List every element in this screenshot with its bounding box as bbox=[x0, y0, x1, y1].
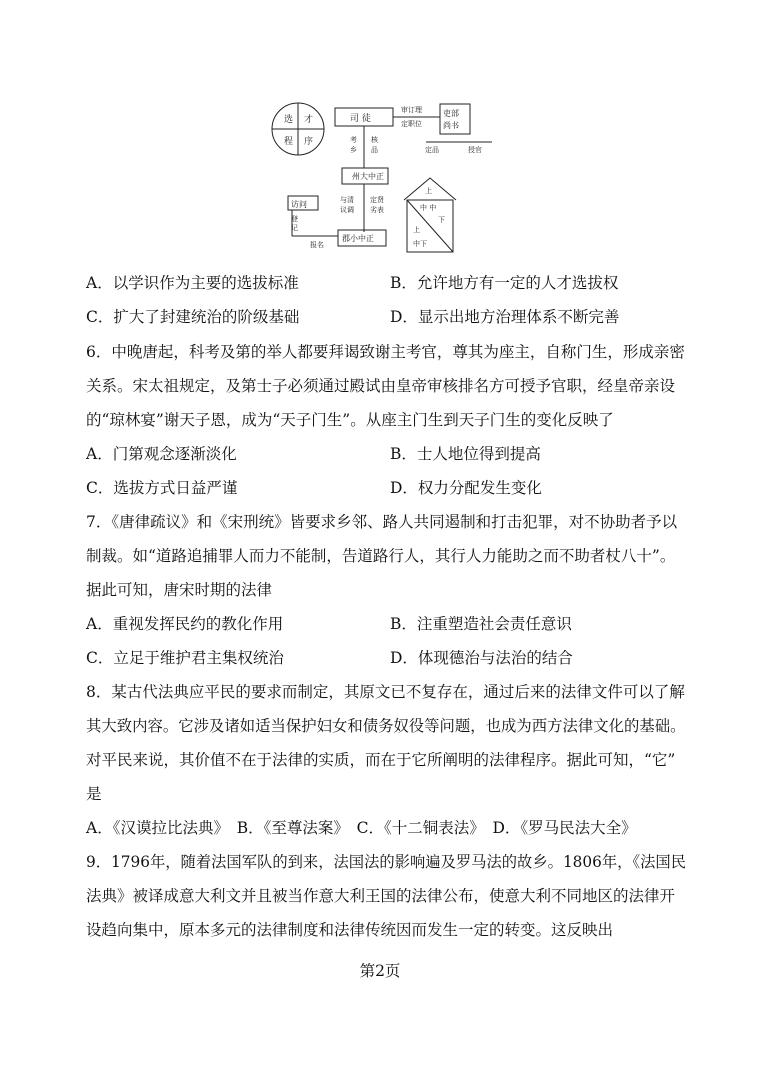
kaoxiang-label: 考 bbox=[350, 136, 357, 144]
circle-char: 才 bbox=[304, 115, 314, 125]
triangle-label: 中 中 bbox=[420, 204, 437, 212]
q7-option-b[interactable]: B．注重塑造社会责任意识 bbox=[390, 615, 572, 633]
page-number: 第2页 bbox=[359, 962, 401, 980]
q6-option-a[interactable]: A．门第观念逐渐淡化 bbox=[86, 445, 237, 463]
q7-option-a[interactable]: A．重视发挥民约的教化作用 bbox=[86, 615, 284, 633]
q6-option-b[interactable]: B．士人地位得到提高 bbox=[390, 445, 541, 463]
q8-stem-line: 对平民来说，其价值不在于法律的实质，而在于它所阐明的法律程序。据此可知，“它” bbox=[86, 751, 676, 769]
q5-option-d[interactable]: D．显示出地方治理体系不断完善 bbox=[390, 308, 620, 326]
q6-stem-line: 的“琼林宴”谢天子恩，成为“天子门生”。从座主门生到天子门生的变化反映了 bbox=[86, 411, 614, 429]
dingxian-label: 定贤 bbox=[370, 196, 384, 204]
yuqing-label: 议调 bbox=[340, 206, 354, 214]
circle-char: 程 bbox=[284, 137, 294, 147]
libu-label: 尚书 bbox=[443, 121, 459, 130]
triangle-label: 中下 bbox=[413, 240, 427, 248]
dengji-label: 登 bbox=[291, 215, 298, 223]
shouguan-label: 授官 bbox=[468, 146, 482, 154]
shendingli-label: 审订理 bbox=[401, 106, 422, 114]
q8-stem-line: 8．某古代法典应平民的要求而制定，其原文已不复存在，通过后来的法律文件可以了解 bbox=[86, 683, 685, 701]
q8-stem-line: 其大致内容。它涉及诸如适当保护妇女和债务奴役等问题，也成为西方法律文化的基础。 bbox=[86, 717, 686, 735]
yuqing-label: 与清 bbox=[340, 196, 354, 204]
dengji-label: 记 bbox=[291, 224, 298, 232]
q5-option-c[interactable]: C．扩大了封建统治的阶级基础 bbox=[86, 308, 300, 326]
dingzhiwei-label: 定职位 bbox=[401, 120, 422, 128]
triangle-label: 上 bbox=[413, 226, 420, 234]
baoming-label: 报名 bbox=[310, 241, 324, 249]
zhou-zhongzheng-label: 州大中正 bbox=[352, 172, 384, 181]
q6-option-d[interactable]: D．权力分配发生变化 bbox=[390, 479, 542, 497]
jun-zhongzheng-label: 郡小中正 bbox=[342, 234, 374, 243]
libu-label: 吏部 bbox=[443, 109, 459, 118]
circle-char: 选 bbox=[284, 115, 294, 125]
pinzhi-label: 品 bbox=[371, 146, 378, 154]
q7-option-d[interactable]: D．体现德治与法治的结合 bbox=[390, 649, 573, 667]
nine-rank-system-diagram bbox=[270, 96, 500, 256]
q9-stem-line: 法典》被译成意大利文并且被当作意大利王国的法律公布，使意大利不同地区的法律开 bbox=[86, 887, 676, 905]
triangle-label: 上 bbox=[425, 187, 432, 195]
q5-option-a[interactable]: A．以学识作为主要的选拔标准 bbox=[86, 274, 299, 292]
triangle-label: 下 bbox=[438, 216, 445, 224]
q7-stem-line: 7．《唐律疏议》和《宋刑统》皆要求乡邻、路人共同遏制和打击犯罪，对不协助者予以 bbox=[86, 513, 678, 531]
pinzhi-label: 核 bbox=[371, 136, 378, 144]
circle-char: 序 bbox=[304, 137, 314, 147]
fangwen-label: 访问 bbox=[291, 200, 307, 209]
q7-option-c[interactable]: C．立足于维护君主集权统治 bbox=[86, 649, 284, 667]
dingpin-label: 定品 bbox=[425, 146, 439, 154]
q9-stem-line: 设趋向集中，原本多元的法律制度和法律传统因而发生一定的转变。这反映出 bbox=[86, 921, 614, 939]
q7-stem-line: 据此可知，唐宋时期的法律 bbox=[86, 581, 273, 599]
dingxian-label: 劣表 bbox=[370, 206, 384, 214]
q8-options[interactable]: A．《汉谟拉比法典》 B．《至尊法案》 C．《十二铜表法》 D．《罗马民法大全》 bbox=[86, 819, 637, 837]
situ-label: 司 徒 bbox=[350, 114, 371, 124]
q9-stem-line: 9．1796年，随着法国军队的到来，法国法的影响遍及罗马法的故乡。1806年，《法国民 bbox=[86, 853, 687, 871]
q6-stem-line: 关系。宋太祖规定，及第士子必须通过殿试由皇帝审核排名方可授予官职，经皇帝亲设 bbox=[86, 377, 676, 395]
q8-stem-line: 是 bbox=[86, 785, 102, 803]
kaoxiang-label: 乡 bbox=[350, 146, 357, 154]
q6-option-c[interactable]: C．选拔方式日益严谨 bbox=[86, 479, 238, 497]
q6-stem-line: 6．中晚唐起，科考及第的举人都要拜谒致谢主考官，尊其为座主，自称门生，形成亲密 bbox=[86, 343, 685, 361]
q5-option-b[interactable]: B．允许地方有一定的人才选拔权 bbox=[390, 274, 619, 292]
q7-stem-line: 制裁。如“道路追捕罪人而力不能制，告道路行人，其行人力能助之而不助者杖八十”。 bbox=[86, 547, 676, 565]
